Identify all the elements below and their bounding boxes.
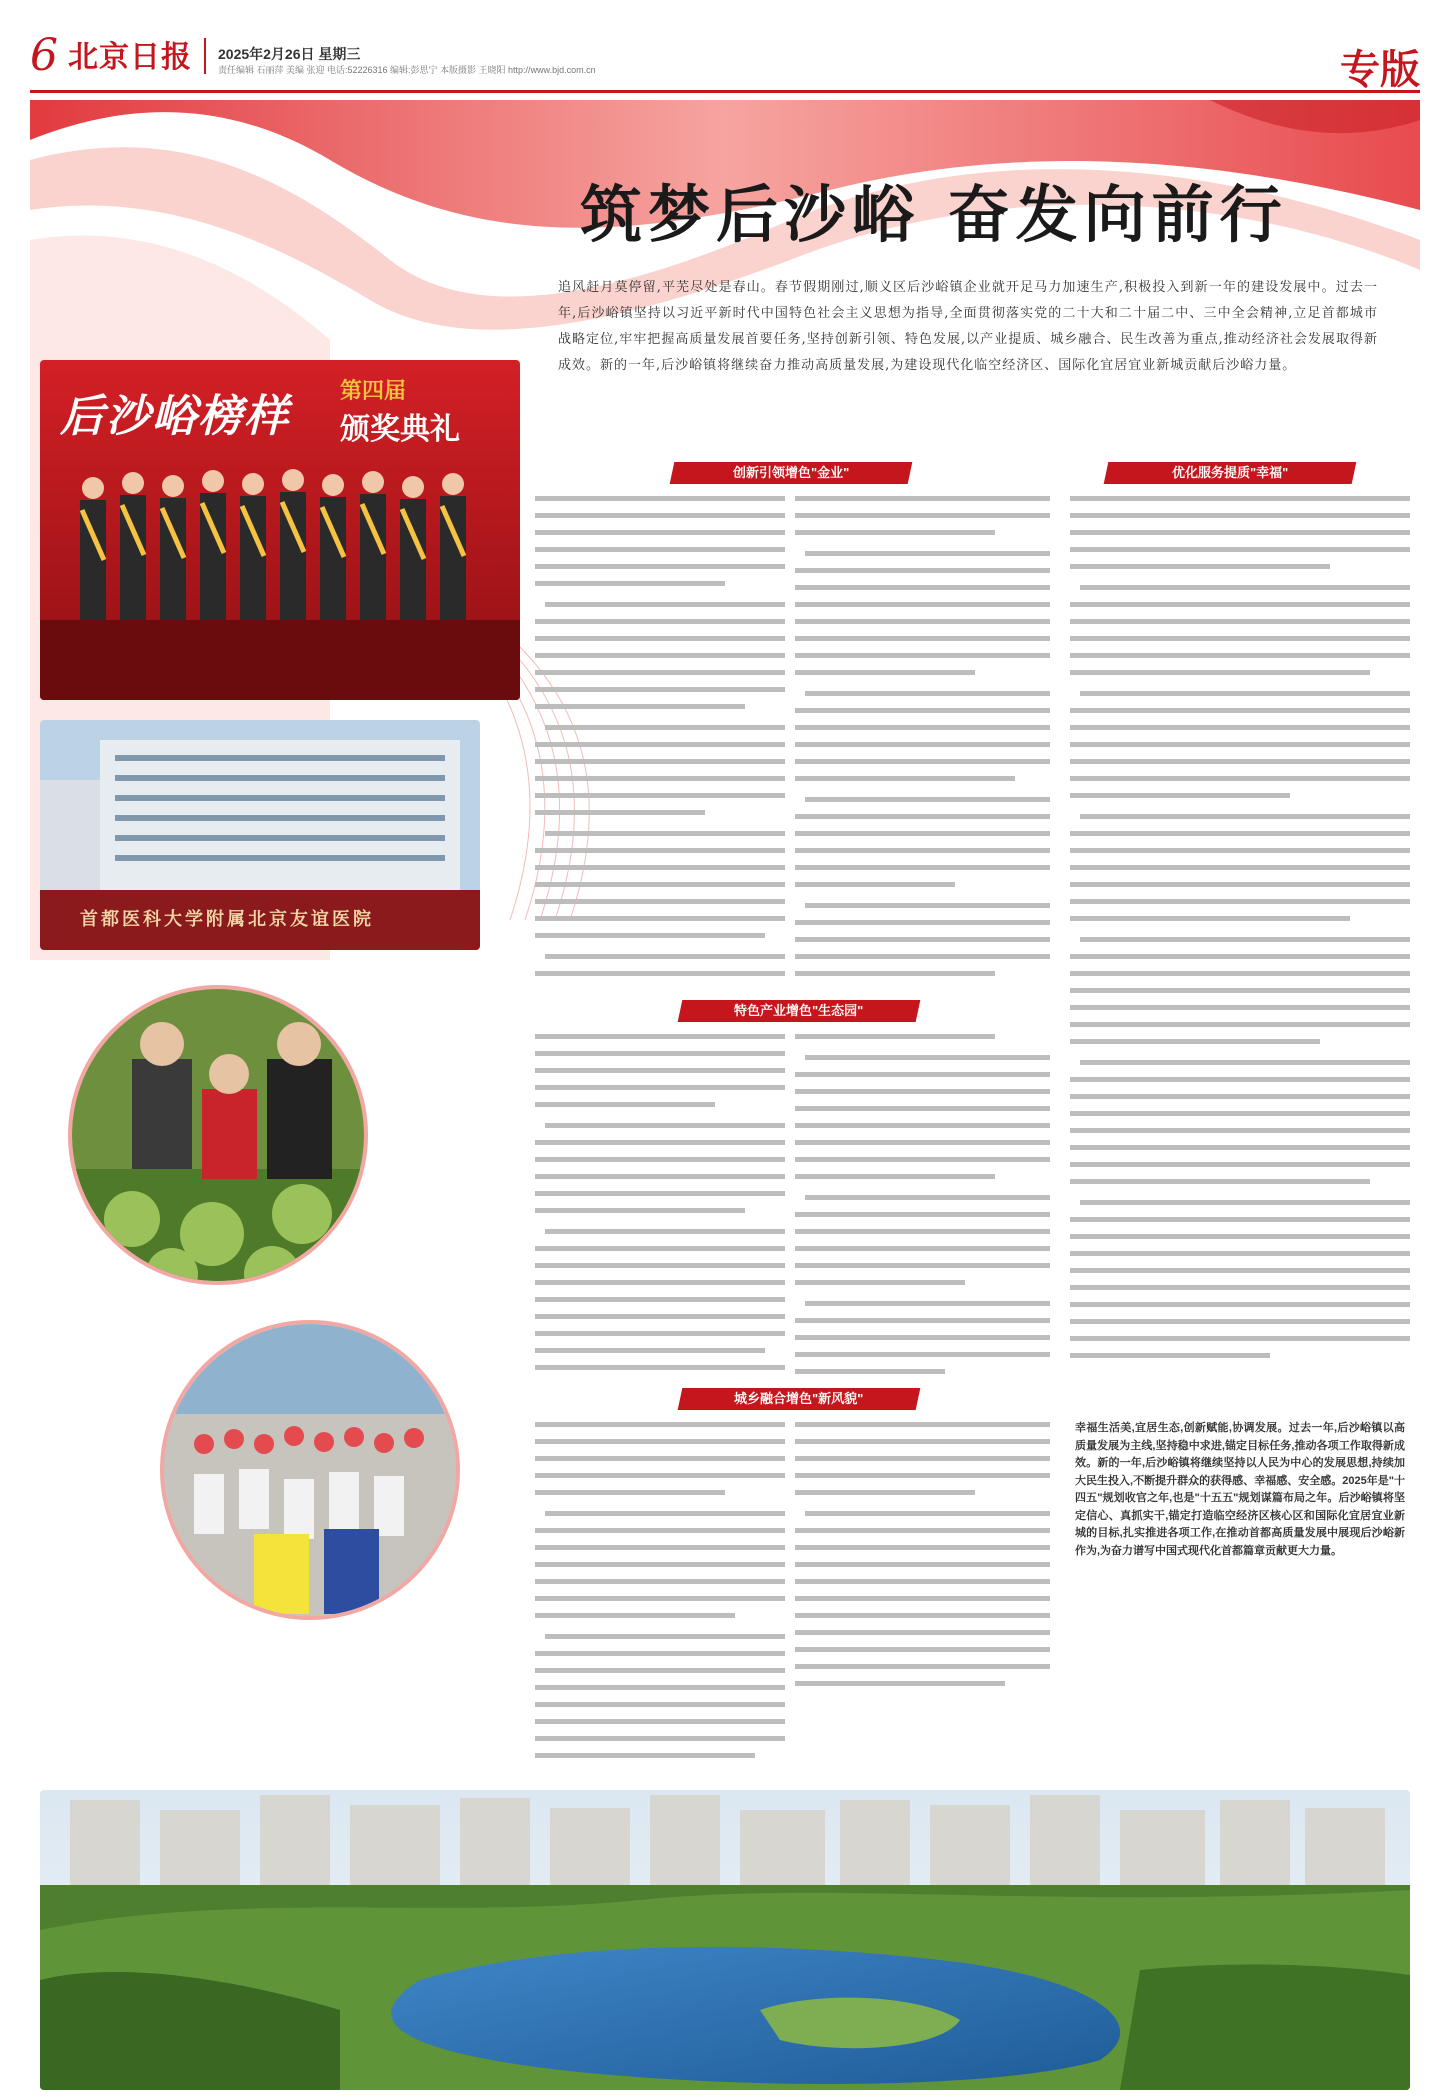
body-column-1 <box>535 492 785 987</box>
body-column-4 <box>535 1030 785 1375</box>
marathon-circle-photo <box>160 1320 460 1620</box>
section-label-4-text: 城乡融合增色"新风貌" <box>734 1391 864 1406</box>
masthead-dateblock <box>218 46 596 78</box>
body-text-lines-1 <box>535 492 785 987</box>
body-text-lines-7 <box>795 1418 1050 1778</box>
body-text-lines-4 <box>535 1030 785 1375</box>
section-label-4 <box>678 1388 921 1410</box>
body-text-lines-2 <box>795 492 1050 987</box>
lead-paragraph: 追风赶月莫停留,平芜尽处是春山。春节假期刚过,顺义区后沙峪镇企业就开足马力加速生产,积极投入到新一年的建设发展中。过去一年,后沙峪镇坚持以习近平新时代中国特色社会主义思想为指导,全面贯彻落实党的二十大和二十届二中、三中全会精神,立足首都城市战略定位,牢牢把握高质量发展首要任务,坚持创新引领、特色发展,以产业提质、城乡融合、民生改善为重点,推动经济社会发展取得新成效。新的一年,后沙峪镇将继续奋力推动高质量发展,为建设现代化临空经济区、国际化宜居宜业新城贡献后沙峪力量。 <box>558 280 1378 373</box>
closing-paragraph: 幸福生活美,宜居生态,创新赋能,协调发展。过去一年,后沙峪镇以高质量发展为主线,坚持稳中求进,锚定目标任务,推动各项工作取得新成效。新的一年,后沙峪镇将继续坚持以人民为中心的发展思想,持续加大民生投入,不断提升群众的获得感、幸福感、安全感。2025年是"十四五"规划收官之年,也是"十五五"规划谋篇布局之年。后沙峪镇将坚定信心、真抓实干,锚定打造临空经济区核心区和国际化宜居宜业新城的目标,扎实推进各项工作,在推动首都高质量发展中展现后沙峪新作为,为奋力谱写中国式现代化首都篇章贡献更大力量。 <box>1075 1422 1405 1557</box>
section-label-3-text: 特色产业增色"生态园" <box>734 1003 864 1018</box>
body-column-7 <box>795 1418 1050 1778</box>
hospital-sign: 首都医科大学附属北京友谊医院 <box>80 909 374 930</box>
section-label-2 <box>1104 462 1357 484</box>
marathon-image <box>164 1324 460 1620</box>
masthead-left <box>30 30 596 81</box>
farm-circle-photo <box>68 985 368 1285</box>
panorama-photo <box>40 1790 1410 2090</box>
hospital-photo <box>40 720 480 950</box>
section-label-1-text: 创新引领增色"金业" <box>732 465 850 480</box>
body-text-lines-3 <box>1070 492 1410 1392</box>
banner-script-title: 后沙峪榜样 <box>60 391 290 442</box>
body-column-3 <box>1070 492 1410 1392</box>
body-column-2 <box>795 492 1050 987</box>
body-column-5 <box>795 1030 1050 1375</box>
page-headline: 筑梦后沙峪 奋发向前行 <box>580 178 1288 251</box>
issue-date: 2025年2月26日 星期三 <box>218 46 361 62</box>
masthead <box>30 30 1420 93</box>
section-label-1 <box>670 462 913 484</box>
editor-line: 责任编辑 石丽萍 美编 张迎 电话:52226316 编辑:彭思宁 本版摄影 王晓阳 http://www.bjd.com.cn <box>218 65 596 75</box>
panorama-image <box>40 1790 1410 2090</box>
banner-badge: 第四届 <box>340 378 407 403</box>
body-text-lines-5 <box>795 1030 1050 1375</box>
awards-ceremony-photo <box>40 360 520 700</box>
newspaper-brand: 北京日报 <box>68 40 192 75</box>
page-number: 6 <box>30 30 58 81</box>
body-text-lines-6 <box>535 1418 785 1778</box>
farm-image <box>72 989 368 1285</box>
section-tag: 专版 <box>1340 48 1420 92</box>
section-label-2-text: 优化服务提质"幸福" <box>1171 465 1289 480</box>
section-label-3 <box>678 1000 921 1022</box>
masthead-divider <box>204 38 206 74</box>
banner-tail: 颁奖典礼 <box>340 413 460 446</box>
body-column-6 <box>535 1418 785 1778</box>
